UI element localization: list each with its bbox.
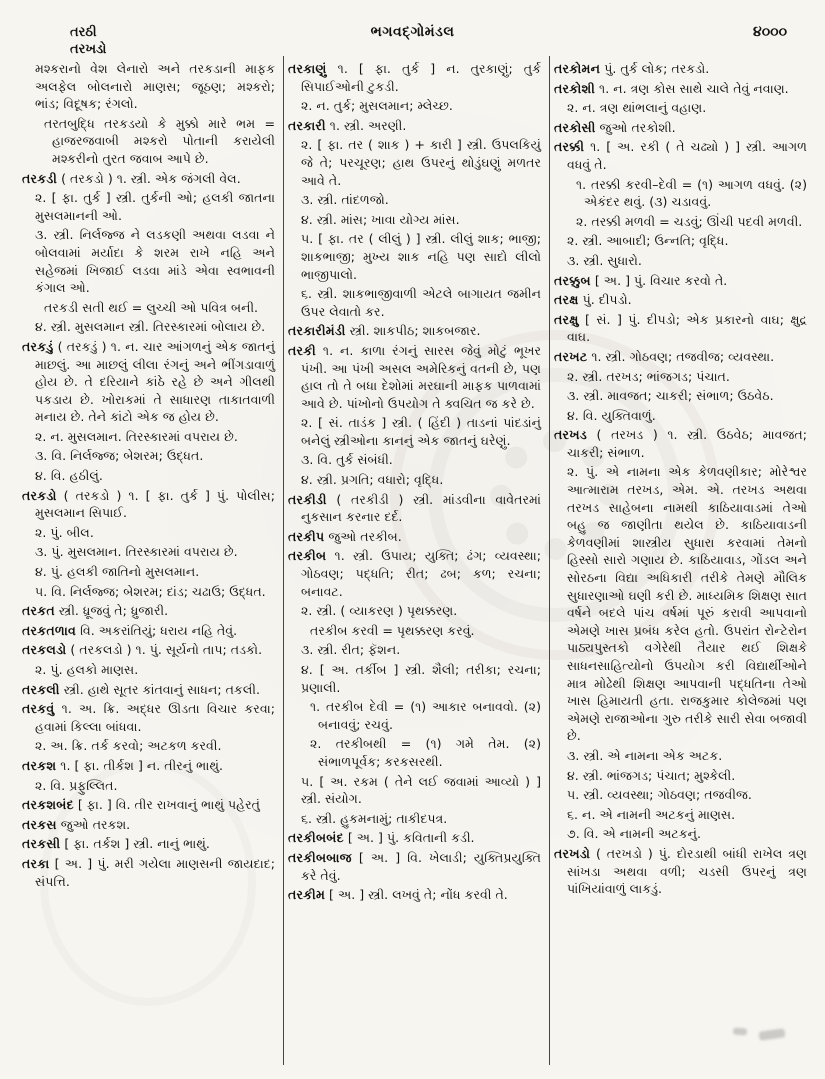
sense-item: ૪. વિ. હઠીલું.	[35, 468, 103, 484]
dictionary-entry: તરકીપ જુઓ તરકીબ.	[288, 528, 402, 544]
sense-item: ૩. સ્ત્રી. તાંદળજો.	[301, 192, 389, 208]
idiom-line: ૧. તરક્કી કરવી–દેવી = (૧) આગળ વધવું. (૨) એકંદર થવું. (૩) ચડાવવું.	[576, 176, 807, 210]
dictionary-entry: તરકીબબંદ [ અ. ] પું. કવિતાની કડી.	[288, 830, 475, 846]
headword: તરકી	[288, 342, 316, 358]
headword: તરકલી	[22, 681, 60, 697]
sense-item: ૪. સ્ત્રી. પ્રગતિ; વધારો; વૃદ્ધિ.	[301, 472, 444, 488]
sense-item: ૪. સ્ત્રી. મુસલમાન સ્ત્રી. તિરસ્કારમાં બોલાય છે.	[35, 319, 266, 335]
headword: તરકસી	[22, 836, 61, 852]
dictionary-entry: તરકોમન પું. તુર્ક લોક; તરકડો.	[554, 61, 710, 76]
headword: તરકલડો	[22, 642, 67, 658]
dictionary-entry: તરકડી ( તરકડો ) ૧. સ્ત્રી. એક જંગલી વેલ.	[22, 170, 241, 186]
sense-item: ૨. [ ફા. તર ( શાક ) + કારી ] સ્ત્રી. ઉપલકિયું જે તે; પરચૂરણ; હાથ ઉપરનું થોડુંઘણું મળતર આવે તે.	[301, 137, 541, 188]
idiom-line: તરકીબ કરવી = પૃથક્કરણ કરવું.	[310, 622, 475, 638]
sense-item: ૨. ન. મુસલમાન. તિરસ્કારમાં વપરાય છે.	[35, 428, 238, 444]
sense-item: ૫. [ અ. રકમ ( તેને લઈ જવામાં આવ્યો ) ] સ્ત્રી. સંયોગ.	[301, 773, 541, 807]
dictionary-entry: તરકલી સ્ત્રી. હાથે સૂતર કાંતવાનું સાધન; તકલી.	[22, 681, 260, 697]
dictionary-entry: તરકીમ [ અ. ] સ્ત્રી. લખવું તે; નોંધ કરવી તે.	[288, 887, 508, 903]
sense-item: ૩. સ્ત્રી. રીત; ફૅશન.	[301, 642, 401, 658]
headword: તરખડ	[554, 427, 587, 443]
dictionary-entry: તરકારી ૧. સ્ત્રી. અરણી.	[288, 117, 407, 133]
sense-item: ૫. વિ. નિર્લજ્જ; બેશરમ; દાંડ; ચઢાઉ; ઉદ્ધત.	[35, 583, 266, 599]
headword: તરકીબ	[288, 548, 327, 564]
idiom-line: તરકડી સતી થઈ = લુચ્ચી ઓ પવિત્ર બની.	[44, 299, 259, 315]
sense-item: ૨. સ્ત્રી. તરખડ; ભાંજગડ; પંચાત.	[567, 368, 730, 384]
dictionary-entry: તરકાણું ૧. [ ફા. તુર્ક ] ન. તુરકાણું; તુર્ક સિપાઈઓની ટુકડી.	[288, 61, 541, 94]
headword: તરકીબબંદ	[288, 830, 344, 846]
dictionary-entry: તરકતળાવ વિ. અકરાંતિયું; ધરાય નહિ તેવું.	[22, 622, 238, 638]
sense-item: ૨. અ. ક્રિ. તર્ક કરવો; અટકળ કરવી.	[35, 738, 222, 754]
page-header	[0, 10, 825, 58]
sense-item: ૫. સ્ત્રી. વ્યવસ્થા; ગોઠવણ; તજવીજ.	[567, 787, 752, 803]
headword: તરક્ષુ	[554, 311, 579, 327]
dictionary-entry: તરકત સ્ત્રી. ધ્રૂજવું તે; ધ્રુજારી.	[22, 603, 169, 619]
dictionary-entry: તરકીબ ૧. સ્ત્રી. ઉપાય; યુક્તિ; ઢંગ; વ્યવસ્થા; ગોઠવણ; પદ્ધતિ; રીત; ઢબ; કળ; રચના; બનાવટ.	[288, 548, 541, 599]
dictionary-entry: તરક્ષુ [ સં. ] પું. દીપડો; એક પ્રકારનો વાઘ; ક્ષુદ્ર વાઘ.	[554, 311, 807, 345]
sense-item: ૬. સ્ત્રી. હુકમનામું; તાકીદપત્ર.	[301, 810, 448, 826]
dictionary-entry: તરખટ ૧. સ્ત્રી. ગોઠવણ; તજવીજ; વ્યવસ્થા.	[554, 348, 775, 364]
sense-item: ૨. [ સં. તાડંક ] સ્ત્રી. ( હિંદી ) તાડનાં પાંદડાંનું બનેલું સ્ત્રીઓના કાનનું એક જાતનું ઘરેણું.	[301, 415, 541, 448]
dictionary-entry: તરકલડો ( તરકલડો ) ૧. પું. સૂર્યનો તાપ; તડકો.	[22, 642, 263, 658]
dictionary-entry: તરકીબબાજ [ અ. ] વિ. ખેલાડી; યુક્તિપ્રયુક્તિ કરે તેવું.	[288, 849, 541, 883]
headword: તરકતળાવ	[22, 622, 77, 638]
headword: તરકાણું	[288, 61, 327, 76]
headword: તરકારીમંડી	[288, 323, 346, 339]
dictionary-entry: તરકડું ( તરકડું ) ૧. ન. ચાર આંગળનું એક જાતનું માછલું. આ માછલું લીલા રંગનું અને ભીંગડાવાળું હોય છે. તે દરિયાને કાંઠે રહે છે અને ગીલથી પકડાય છે. ખોરાકમાં તે સાધારણ તાકાતવાળી મનાય છે. તેને કાંટો એક જ હોય છે.	[22, 338, 275, 425]
sense-item: ૩. વિ. નિર્લજ્જ; બેશરમ; ઉદ્ધત.	[35, 448, 204, 464]
text-columns	[18, 60, 815, 1065]
dictionary-entry: તરકોશી ૧. ન. ત્રણ કોસ સાથે ચાલે તેવું નવાણ.	[554, 80, 789, 96]
sense-item: ૪. વિ. યુક્તિવાળું.	[567, 407, 656, 423]
sense-item: ૩. સ્ત્રી. એ નામના એક અટક.	[567, 747, 723, 763]
dictionary-entry: તરક્કી ૧. [ અ. રકી ( તે ચઢ્યો ) ] સ્ત્રી. આગળ વધવું તે.	[554, 139, 807, 172]
sense-item: ૨. [ ફા. તુર્ક ] સ્ત્રી. તુર્કની ઓ; હલકી જાતના મુસલમાનની ઓ.	[35, 190, 275, 223]
sense-item: ૪. સ્ત્રી. ભાંજગડ; પંચાત; મુશ્કેલી.	[567, 767, 736, 783]
headword: તરકીબબાજ	[288, 849, 352, 865]
headword: તરકીપ	[288, 528, 325, 544]
continuation-text: મશ્કરાનો વેશ લેનારો અને તરકડાની માફક અલફેલ બોલનારો માણસ; જૂઠણ; મશ્કરો; ભાંડ; વિદૂષક; રંગલો.	[35, 61, 275, 112]
sense-item: ૭. વિ. એ નામની અટકનું.	[567, 826, 701, 842]
dictionary-column-1	[18, 60, 283, 1065]
dictionary-entry: તરક્ષ પું. દીપડો.	[554, 292, 632, 308]
sense-item: ૩. સ્ત્રી. નિર્લજ્જ ને લડકણી અથવા લડવા ને બોલવામાં મર્યાદા કે શરમ રાખે નહિ અને સહેજમાં ખિજાઈ લડવા માંડે એવા સ્વભાવની કંગાલ ઓ.	[35, 227, 275, 296]
dictionary-entry: તરકીડી ( તરકીડી ) સ્ત્રી. માંડવીના વાવેતરમાં નુકસાન કરનાર દર્દ.	[288, 491, 541, 525]
sense-item: ૩. વિ. તુર્ક સંબંધી.	[301, 452, 393, 468]
dictionary-column-3	[550, 60, 815, 1065]
sense-item: ૪. પું. હલકી જાતિનો મુસલમાન.	[35, 564, 200, 580]
sense-item: ૫. [ ફા. તર ( લીલું ) ] સ્ત્રી. લીલું શાક; ભાજી; શાકભાજી; મુખ્ય શાક નહિ પણ સાદો લીલો ભાજીપાલો.	[301, 231, 541, 282]
idiom-line: ૨. તરકીબથી = (૧) ગમે તેમ. (૨) સંભાળપૂર્વક; કરકસરથી.	[310, 736, 541, 769]
dictionary-entry: તરકારીમંડી સ્ત્રી. શાકપીઠ; શાકબજાર.	[288, 323, 481, 339]
sense-item: ૨. પું. એ નામના એક કેળવણીકાર; મોરેશ્વર આત્મારામ તરખડ, એમ. એ. તરખડ અથવા તરખડ સાહેબના નામથી કાઠિયાવાડમાં તેઓ બહુ જ જાણીતા થયેલ છે. કાઠિયાવાડની કેળવણીમાં શાસ્ત્રીય સુધારા કરવામાં તેમનો હિસ્સો સારો ગણાય છે. કાઠિયાવાડ, ગોંડલ અને સોરઠના વિદ્યા અધિકારી તરીકે તેમણે મૌલિક સુધારણાઓ ઘણી કરી છે. માધ્યમિક શિક્ષણ સાત વર્ષને બદલે પાંચ વર્ષમાં પૂરું કરાવી આપવાનો એમણે ખાસ પ્રબંધ કરેલ હતો. ઉપરાંત રોન્ટેરોન પાઠ્યપુસ્તકો વગેરેથી તૈયાર થઈ શિક્ષકે સાધનસાહિત્યોનો ઉપયોગ કરી વિદ્યાર્થીઓને માત્ર મોઢેથી શિક્ષણ આપવાની પદ્ધતિના તેઓ ખાસ હિમાયતી હતા. રાજકુમાર કોલેજમાં પણ એમણે રાજાઓના ગુરુ તરીકે સારી સેવા બજાવી છે.	[567, 464, 807, 744]
sense-item: ૨. વિ. પ્રફુલ્લિત.	[35, 777, 118, 793]
sense-item: ૨. સ્ત્રી. આબાદી; ઉન્નતિ; વૃદ્ધિ.	[567, 233, 729, 249]
dictionary-entry: તરકડો ( તરકડો ) ૧. [ ફા. તુર્ક ] પું. પોલીસ; મુસલમાન સિપાઈ.	[22, 487, 275, 521]
dictionary-entry: તરખડ ( તરખડ ) ૧. સ્ત્રી. ઉઠવેઠ; માવજત; ચાકરી; સંભાળ.	[554, 427, 807, 460]
headword: તરકડું	[22, 338, 54, 354]
dictionary-entry: તરકા [ અ. ] પું. મરી ગયેલા માણસની જાયદાદ; સંપત્તિ.	[22, 855, 275, 889]
headword: તરકશબંદ	[22, 797, 74, 813]
headword: તરકડી	[22, 170, 58, 186]
sense-item: ૨. પું. બીલ.	[35, 524, 94, 540]
headword: તરકોસી	[554, 119, 596, 135]
idiom-line: ૧. તરકીબ દેવી = (૧) આકાર બનાવવો. (૨) બનાવવું; રચવું.	[310, 699, 541, 732]
sense-item: ૨. ન. તુર્ક; મુસલમાન; મ્લેચ્છ.	[301, 98, 453, 114]
sense-item: ૪. [ અ. તર્કીબ ] સ્ત્રી. શૈલી; તરીકા; રચના; પ્રણાલી.	[301, 662, 541, 695]
dictionary-entry: તરકી ૧. ન. કાળા રંગનું સારસ જેવું મોટું ભૂખર પંખી. આ પંખી અસલ અમેરિકનું વતની છે, પણ હાલ તો તે બધા દેશોમાં મરઘાની માફક પાળવામાં આવે છે. પાંખોનો ઉપયોગ તે ક્વચિત જ કરે છે.	[288, 342, 541, 411]
sense-item: ૨. સ્ત્રી. ( વ્યાકરણ ) પૃથક્કરણ.	[301, 603, 458, 619]
headword: તરક્કી	[554, 139, 585, 155]
headword: તરખટ	[554, 348, 588, 364]
dictionary-entry: તરકોસી જુઓ તરકોશી.	[554, 119, 676, 135]
headword: તરકવું	[22, 701, 55, 717]
dictionary-entry: તરકશ ૧. [ ફા. તીર્કશ ] ન. તીરનું ભાથું.	[22, 757, 223, 773]
headword: તરખડો	[554, 845, 591, 861]
sense-item: ૨. પું. હલકો માણસ.	[35, 662, 139, 677]
idiom-line: ૨. તરક્કી મળવી = ચડવું; ઊંચી પદવી મળવી.	[576, 213, 803, 229]
headword: તરક્ષ	[554, 292, 579, 308]
dictionary-entry: તરક્કુબ [ અ. ] પું. વિચાર કરવો તે.	[554, 272, 728, 288]
running-head-first-word: તરઠી	[70, 25, 97, 40]
sense-item: ૨. ન. ત્રણ થાંભલાનું વહાણ.	[567, 100, 707, 116]
page-number: ૪૦૦૦	[753, 24, 787, 40]
page-title: ભગવદ્ગોમંડલ	[370, 24, 455, 40]
dictionary-entry: તરકશબંદ [ ફા. ] વિ. તીર રાખવાનું ભાથું પહેરતું	[22, 797, 260, 813]
running-head-last-word: તરખડો	[70, 42, 107, 57]
headword: તરકોમન	[554, 61, 601, 76]
headword: તરકડો	[22, 487, 57, 503]
headword: તરક્કુબ	[554, 272, 591, 288]
headword: તરકસ	[22, 816, 57, 832]
headword: તરકા	[22, 855, 50, 871]
headword: તરકીમ	[288, 887, 326, 903]
sense-item: ૩. પું. મુસલમાન. તિરસ્કારમાં વપરાય છે.	[35, 544, 238, 560]
dictionary-entry: તરખડો ( તરખડો ) પું. દોરડાથી બાંધી રાખેલ ત્રણ સાંખડા અથવા વળી; ચડસી ઉપરનું ત્રણ પાંખિયાંવાળું લાકડું.	[554, 845, 807, 897]
headword: તરકીડી	[288, 491, 327, 507]
headword: તરકોશી	[554, 80, 596, 96]
headword: તરકારી	[288, 117, 326, 133]
dictionary-column-2	[284, 60, 549, 1065]
headword: તરકત	[22, 603, 55, 619]
sense-item: ૬. સ્ત્રી. શાકભાજીવાળી એટલે બાગાયત જમીન ઉપર લેવાતો કર.	[301, 286, 541, 319]
sense-item: ૪. સ્ત્રી. માંસ; ખાવા યોગ્ય માંસ.	[301, 211, 460, 227]
headword: તરકશ	[22, 757, 57, 773]
dictionary-entry: તરકસી [ ફા. તર્કશ ] સ્ત્રી. નાનું ભાથું.	[22, 836, 210, 852]
dictionary-entry: તરકવું ૧. અ. ક્રિ. અદ્ધર ઊડતા વિચાર કરવા; હવામાં કિલ્લા બાંધવા.	[22, 701, 275, 734]
sense-item: ૬. ન. એ નામની અટકનું માણસ.	[567, 806, 736, 822]
sense-item: ૩. સ્ત્રી. માવજત; ચાકરી; સંભાળ; ઉઠવેઠ.	[567, 388, 774, 404]
sense-item: ૩. સ્ત્રી. સુધારો.	[567, 252, 642, 268]
dictionary-entry: તરકસ જુઓ તરકશ.	[22, 816, 131, 832]
idiom-line: તરતબુદ્ધિ તરકડયો કે મુક્કો મારે ભમ = હાજરજવાબી મશ્કરો પોતાની કરાયેલી મશ્કરીનો તુરત જવાબ આપે છે.	[44, 115, 275, 166]
